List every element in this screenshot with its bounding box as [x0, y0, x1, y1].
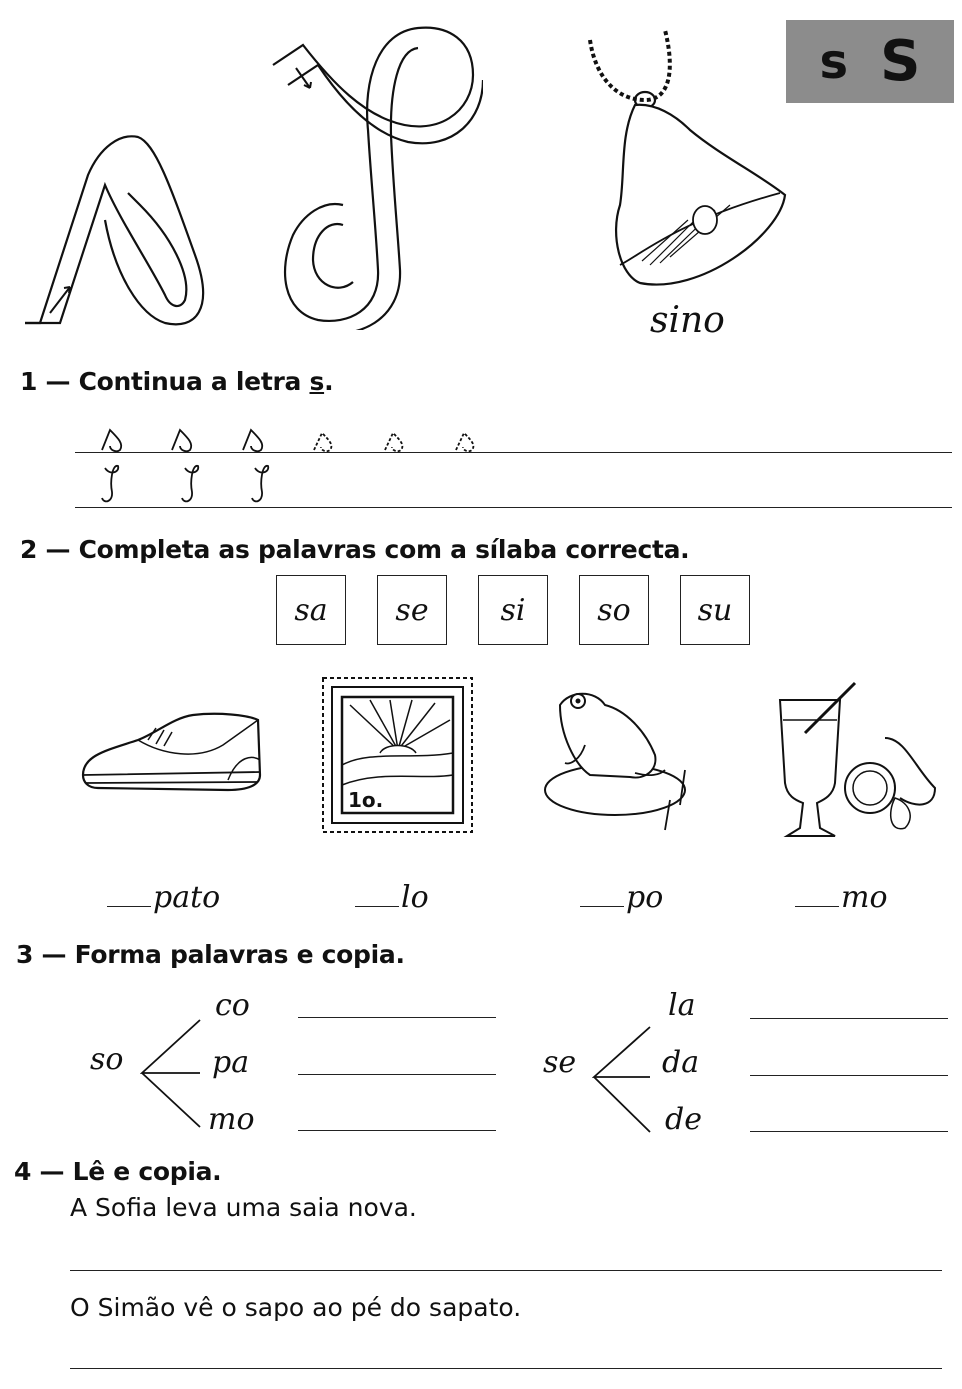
word-ending-lo: lo — [401, 880, 429, 915]
left-ending-pa: pa — [212, 1045, 250, 1080]
sentence-2: O Simão vê o sapo ao pé do sapato. — [70, 1293, 522, 1322]
right-branch-lines — [592, 1022, 654, 1137]
print-s-trace-row — [100, 422, 500, 454]
syllable-box-se[interactable]: se — [377, 575, 447, 645]
practice-line-2[interactable] — [75, 507, 952, 508]
shoe-picture — [78, 710, 263, 795]
left-answer-line-1[interactable] — [298, 1017, 496, 1018]
bell-word: sino — [650, 300, 725, 341]
syllable-box-sa[interactable]: sa — [276, 575, 346, 645]
left-answer-line-3[interactable] — [298, 1130, 496, 1131]
section1-title: Continua a letra — [78, 367, 310, 396]
word-blank-3[interactable] — [580, 880, 663, 915]
svg-text:1o.: 1o. — [348, 788, 384, 812]
badge-uppercase: S — [880, 29, 921, 94]
right-answer-line-3[interactable] — [750, 1131, 948, 1132]
syllable-box-su[interactable]: su — [680, 575, 750, 645]
cursive-s-tracing-letter — [268, 20, 483, 330]
right-answer-line-2[interactable] — [750, 1075, 948, 1076]
copy-line-2[interactable] — [70, 1368, 942, 1369]
juice-picture — [775, 678, 940, 843]
print-s-tracing-letter — [20, 125, 220, 335]
sentence-1: A Sofia leva uma saia nova. — [70, 1193, 417, 1222]
section1-heading — [20, 367, 333, 396]
bell-picture — [580, 25, 795, 295]
section3-heading: 3 — Forma palavras e copia. — [16, 940, 405, 969]
right-ending-da: da — [662, 1045, 700, 1080]
left-root-syllable: so — [90, 1042, 124, 1077]
word-ending-po: po — [626, 880, 664, 915]
word-blank-1[interactable] — [107, 880, 220, 915]
syllable-box-so[interactable]: so — [579, 575, 649, 645]
syllable-box-si[interactable]: si — [478, 575, 548, 645]
copy-line-1[interactable] — [70, 1270, 942, 1271]
word-blank-4[interactable] — [795, 880, 888, 915]
right-answer-line-1[interactable] — [750, 1018, 948, 1019]
badge-lowercase: s — [819, 33, 849, 90]
left-ending-mo: mo — [208, 1102, 255, 1137]
right-root-syllable: se — [543, 1045, 577, 1080]
word-ending-mo: mo — [841, 880, 888, 915]
stamp-picture — [320, 675, 475, 835]
section1-title-end: . — [324, 367, 334, 396]
section1-title-letter: s — [309, 367, 325, 396]
cursive-s-trace-row — [100, 462, 300, 506]
right-ending-la: la — [668, 988, 696, 1023]
right-ending-de: de — [665, 1102, 702, 1137]
left-branch-lines — [140, 1015, 205, 1135]
section4-heading: 4 — Lê e copia. — [14, 1157, 222, 1186]
section1-number: 1 — — [20, 367, 71, 396]
left-ending-co: co — [215, 988, 250, 1023]
frog-picture — [540, 685, 720, 835]
section2-heading: 2 — Completa as palavras com a sílaba correcta. — [20, 535, 690, 564]
word-ending-pato: pato — [153, 880, 221, 915]
letter-badge — [786, 20, 954, 103]
word-blank-2[interactable] — [355, 880, 429, 915]
left-answer-line-2[interactable] — [298, 1074, 496, 1075]
